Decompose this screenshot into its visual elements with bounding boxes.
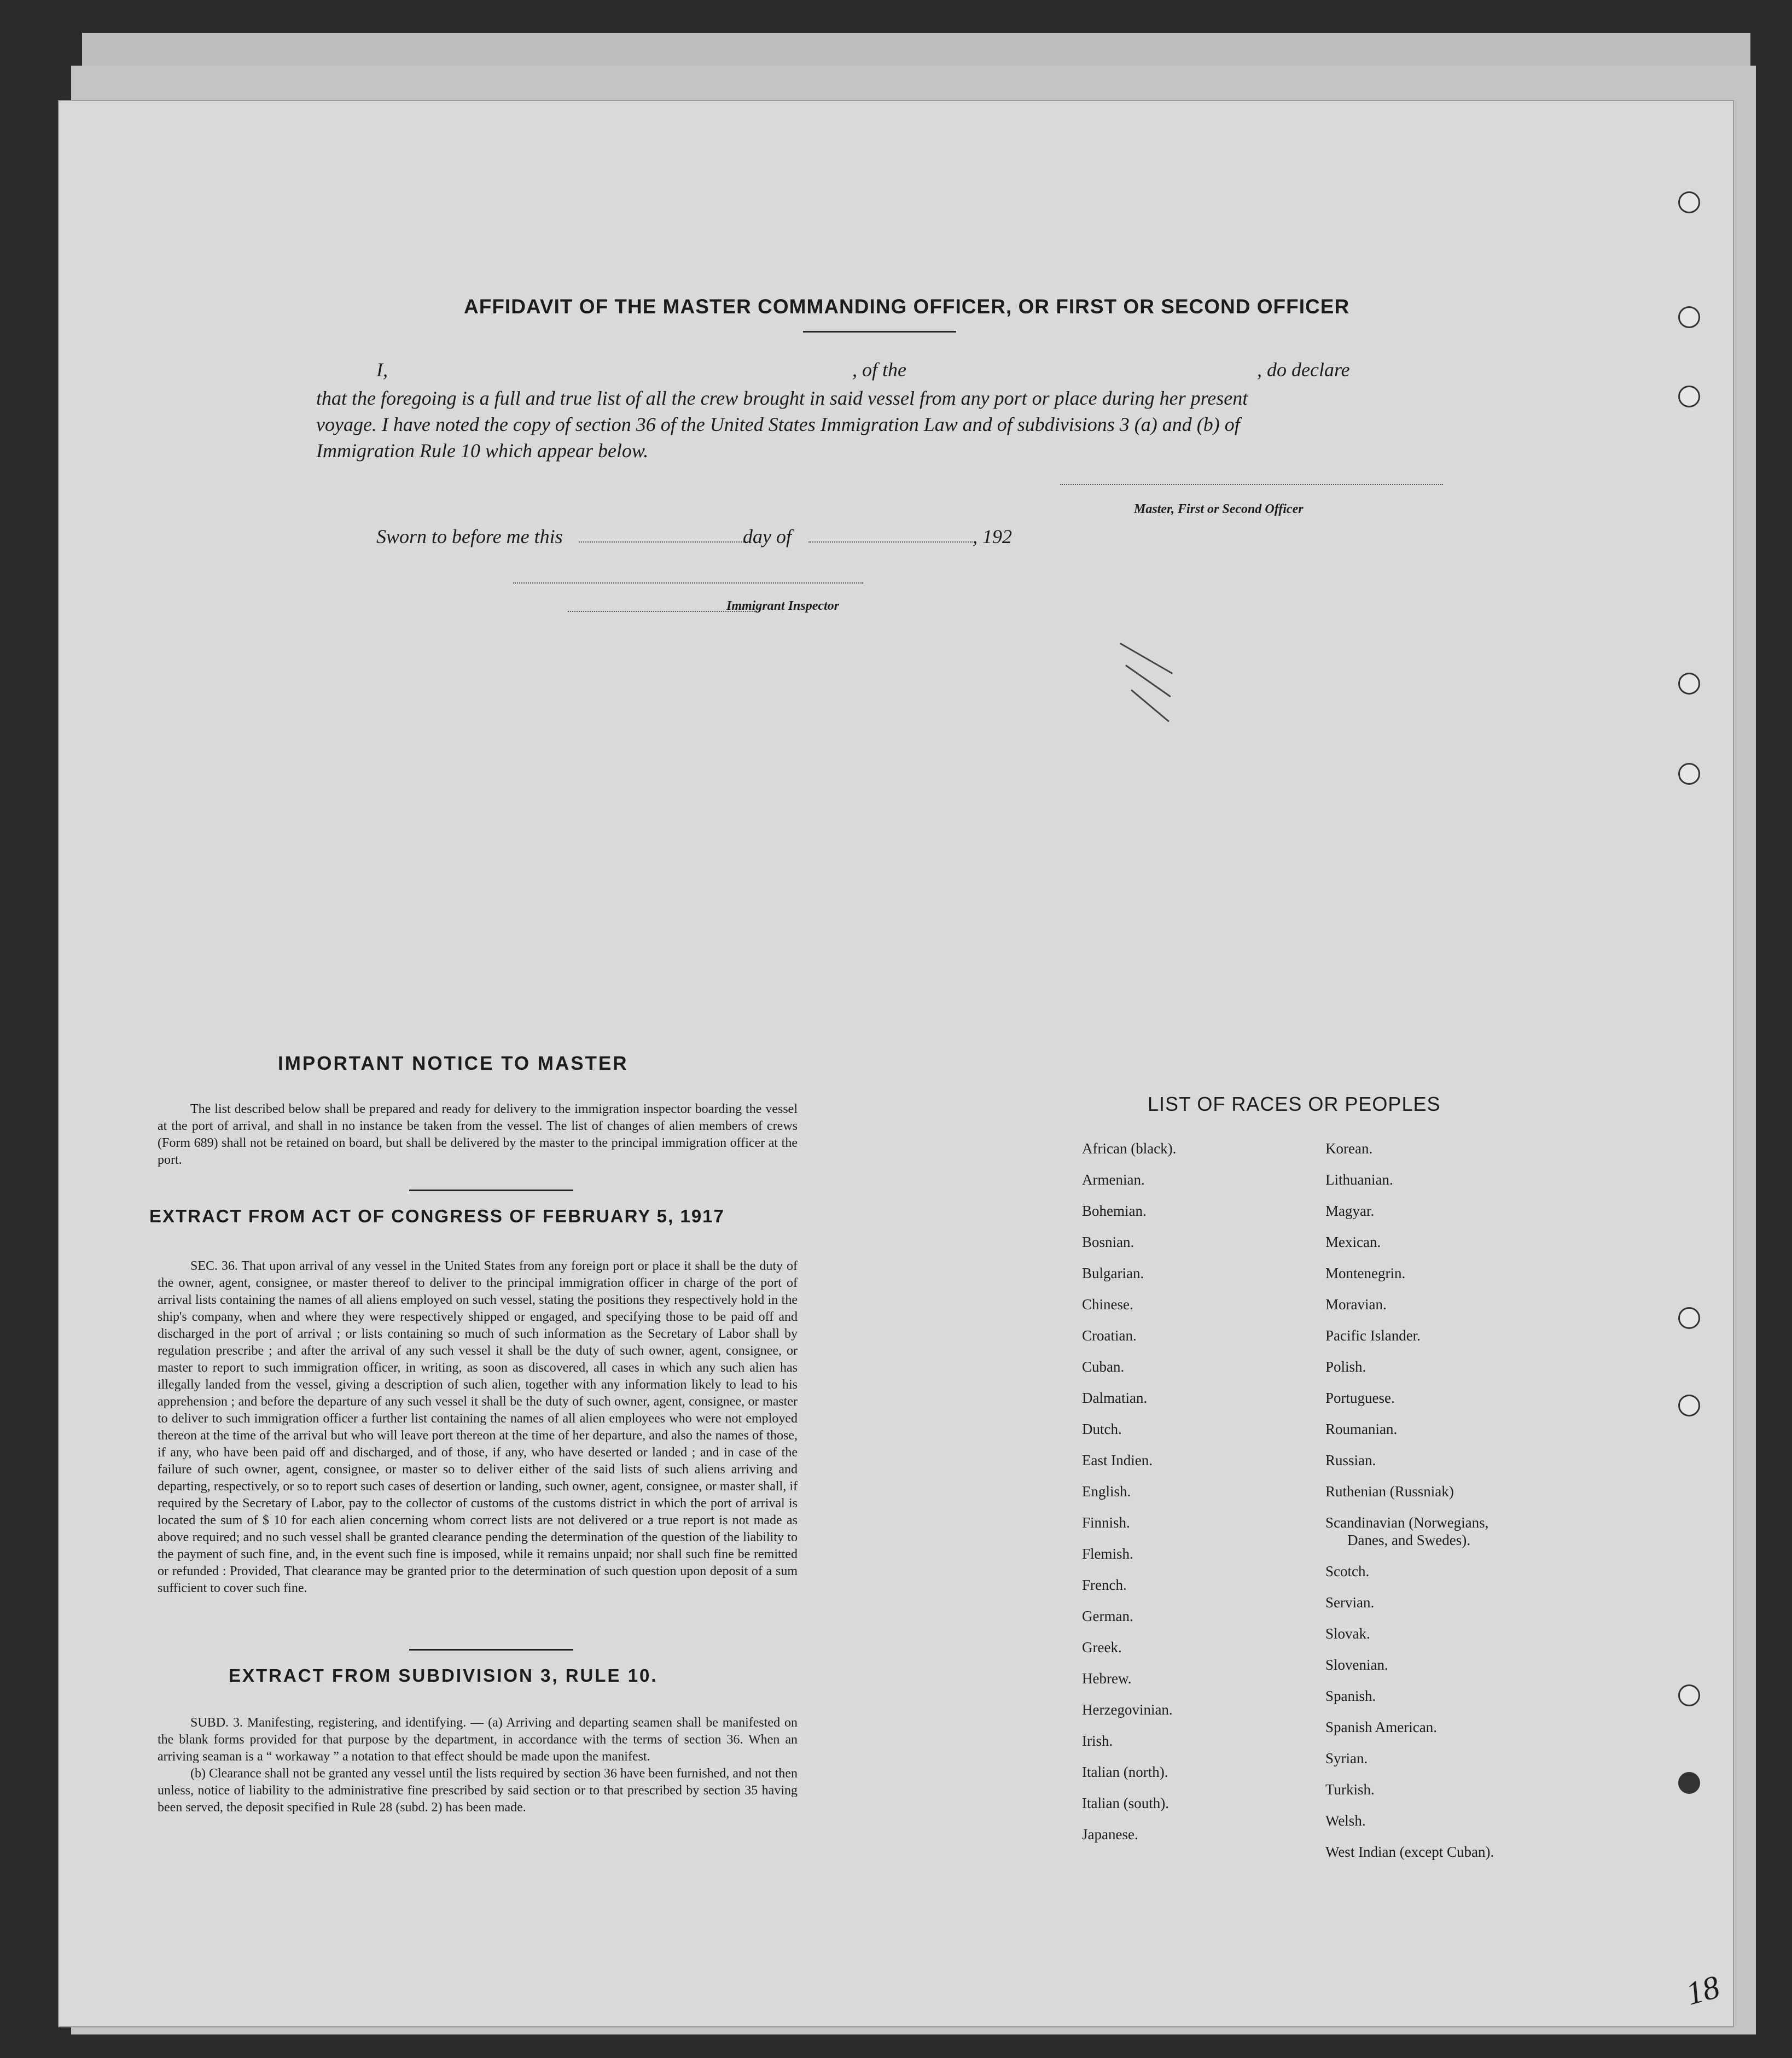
master-signature-line	[1060, 484, 1443, 485]
race-item: Roumanian.	[1325, 1421, 1398, 1437]
punch-hole	[1678, 1772, 1700, 1794]
sworn-text-a: Sworn to before me this	[376, 526, 563, 547]
race-item: Welsh.	[1325, 1812, 1366, 1829]
race-item: Pacific Islander.	[1325, 1327, 1421, 1344]
title-rule	[803, 331, 956, 333]
race-item: Dalmatian.	[1082, 1390, 1148, 1406]
race-item: Armenian.	[1082, 1171, 1145, 1188]
punch-hole	[1678, 673, 1700, 695]
race-item: Hebrew.	[1082, 1670, 1132, 1687]
race-item: Cuban.	[1082, 1359, 1125, 1375]
sworn-text-b: day of	[743, 526, 792, 547]
race-item: French.	[1082, 1577, 1127, 1593]
race-item: Korean.	[1325, 1140, 1373, 1157]
race-item: Scandinavian (Norwegians,	[1325, 1514, 1489, 1531]
race-item: Scotch.	[1325, 1563, 1370, 1579]
notice-text	[158, 1101, 798, 1169]
ink-mark	[1131, 689, 1170, 722]
race-item: Croatian.	[1082, 1327, 1137, 1344]
punch-hole	[1678, 763, 1700, 785]
race-item: Russian.	[1325, 1452, 1376, 1468]
race-item: Slovenian.	[1325, 1657, 1388, 1673]
race-item: East Indien.	[1082, 1452, 1153, 1468]
race-item: Italian (north).	[1082, 1764, 1168, 1780]
punch-hole	[1678, 386, 1700, 407]
race-item: Magyar.	[1325, 1203, 1375, 1219]
race-item: Flemish.	[1082, 1546, 1133, 1562]
document-page	[59, 101, 1733, 2026]
race-item: Mexican.	[1325, 1234, 1381, 1250]
section-36-paragraph: SEC. 36. That upon arrival of any vessel in the United States from any foreign port or place it shall be the duty of the owner, agent, consignee, or master thereof to deliver to the principal immigration officer in charge of the port of arrival lists containing the names of all aliens employed on such vessel, stating the positions they respectively hold in the ship's company, when and where they were respectively shipped or engaged, and specifying those to be paid off and discharged in the port of arrival ; or lists containing so much of such information as the Secretary of Labor shall by regulation prescribe ; and after the arrival of any such vessel it shall be the duty of such owner, agent, consignee, or master to report to such immigration officer, in writing, as soon as discovered, all cases in which any such alien has illegally landed from the vessel, giving a description of such alien, together with any information likely to lead to his apprehension ; and before the departure of any such vessel it shall be the duty of such owner, agent, consignee, or master to deliver to such immigration officer a further list containing the names of all alien employees who were not employed thereon at the time of the arrival but who will leave port thereon at the time of her departure, and also the names of those, if any, who have been paid off and discharged, and of those, if any, who have deserted or landed ; and in case of the failure of such owner, agent, consignee, or master so to deliver either of the said lists of such aliens arriving and departing, respectively, or so to report such cases of desertion or landing, such owner, agent, consignee, or master shall, if required by the Secretary of Labor, pay to the collector of customs of the customs district in which the port of arrival is located the sum of $ 10 for each alien concerning whom correct lists are not delivered or a true report is not made as above required; and no such vessel shall be granted clearance pending the determination of the question of the liability to the payment of such fine, and, in the event such fine is imposed, while it remains unpaid; nor shall such fine be remitted or refunded : Provided, That clearance may be granted prior to the determination of such question upon deposit of a sum sufficient to cover such fine.	[158, 1259, 798, 1595]
affidavit-line-1c: , do declare	[1257, 359, 1350, 381]
extract-rule-title: EXTRACT FROM SUBDIVISION 3, RULE 10.	[229, 1665, 658, 1686]
handwritten-note: 18	[1682, 1968, 1724, 2012]
notice-title: IMPORTANT NOTICE TO MASTER	[278, 1053, 629, 1074]
race-item: Spanish American.	[1325, 1719, 1437, 1735]
race-item: Bulgarian.	[1082, 1265, 1144, 1281]
sworn-month-line	[808, 541, 973, 543]
race-item: Bosnian.	[1082, 1234, 1134, 1250]
race-item: Spanish.	[1325, 1688, 1376, 1704]
affidavit-line-2: that the foregoing is a full and true list of all the crew brought in said vessel from any port or place during her present	[316, 387, 1248, 409]
race-item: Ruthenian (Russniak)	[1325, 1483, 1454, 1500]
extract-act-text	[158, 1258, 798, 1597]
section-rule	[409, 1649, 573, 1651]
subdivision-a-paragraph: SUBD. 3. Manifesting, registering, and identifying. — (a) Arriving and departing seamen shall be manifested on the blank forms provided for that purpose by the department, in accordance with the terms of section 36. When an arriving seaman is a “ workaway ” a notation to that effect should be made upon the manifest.	[158, 1716, 798, 1764]
affidavit-title: AFFIDAVIT OF THE MASTER COMMANDING OFFICER, OR FIRST OR SECOND OFFICER	[464, 295, 1350, 318]
race-item: Portuguese.	[1325, 1390, 1395, 1406]
race-item: Danes, and Swedes).	[1347, 1532, 1470, 1548]
sworn-date-line	[579, 541, 748, 543]
affidavit-line-1b: , of the	[852, 359, 906, 381]
race-item: Chinese.	[1082, 1296, 1133, 1313]
race-item: Finnish.	[1082, 1514, 1130, 1531]
race-item: Servian.	[1325, 1594, 1375, 1611]
race-item: Herzegovinian.	[1082, 1701, 1173, 1718]
race-item: Lithuanian.	[1325, 1171, 1393, 1188]
ink-mark	[1120, 643, 1173, 674]
race-item: African (black).	[1082, 1140, 1177, 1157]
race-item: Turkish.	[1325, 1781, 1375, 1798]
affidavit-line-1a: I,	[376, 359, 388, 381]
race-item: Syrian.	[1325, 1750, 1368, 1767]
punch-hole	[1678, 191, 1700, 213]
punch-hole	[1678, 1684, 1700, 1706]
race-item: Japanese.	[1082, 1826, 1138, 1843]
race-item: Dutch.	[1082, 1421, 1122, 1437]
notice-paragraph: The list described below shall be prepared and ready for delivery to the immigration inspector boarding the vessel at the port of arrival, and shall in no instance be taken from the vessel. The list of changes of alien members of crews (Form 689) shall not be retained on board, but shall be delivered by the master to the principal immigration officer at the port.	[158, 1102, 798, 1167]
sworn-text-c: , 192	[973, 526, 1012, 547]
punch-hole	[1678, 1395, 1700, 1416]
race-item: Irish.	[1082, 1733, 1113, 1749]
race-item: West Indian (except Cuban).	[1325, 1844, 1494, 1860]
race-item: Greek.	[1082, 1639, 1122, 1655]
punch-hole	[1678, 1307, 1700, 1329]
subdivision-b-paragraph: (b) Clearance shall not be granted any vessel until the lists required by section 36 have been furnished, and not then unless, notice of liability to the administrative fine prescribed by said section or to that prescribed by section 35 having been served, the deposit specified in Rule 28 (subd. 2) has been made.	[158, 1767, 798, 1815]
section-rule	[409, 1190, 573, 1191]
extract-act-title: EXTRACT FROM ACT OF CONGRESS OF FEBRUARY 5, 1917	[149, 1206, 725, 1226]
race-item: Slovak.	[1325, 1625, 1370, 1642]
race-item: Polish.	[1325, 1359, 1366, 1375]
race-item: Italian (south).	[1082, 1795, 1169, 1811]
affidavit-line-3: voyage. I have noted the copy of section 36 of the United States Immigration Law and of subdivisions 3 (a) and (b) of	[316, 413, 1240, 435]
punch-hole	[1678, 306, 1700, 328]
races-title: LIST OF RACES OR PEOPLES	[1148, 1093, 1441, 1115]
inspector-label: Immigrant Inspector	[726, 599, 840, 613]
race-item: Montenegrin.	[1325, 1265, 1406, 1281]
extract-rule-text	[158, 1715, 798, 1816]
master-label: Master, First or Second Officer	[1134, 502, 1304, 516]
race-item: Bohemian.	[1082, 1203, 1147, 1219]
race-item: English.	[1082, 1483, 1131, 1500]
race-item: Moravian.	[1325, 1296, 1387, 1313]
affidavit-line-4: Immigration Rule 10 which appear below.	[316, 440, 649, 462]
inspector-signature-line	[513, 582, 863, 584]
race-item: German.	[1082, 1608, 1133, 1624]
